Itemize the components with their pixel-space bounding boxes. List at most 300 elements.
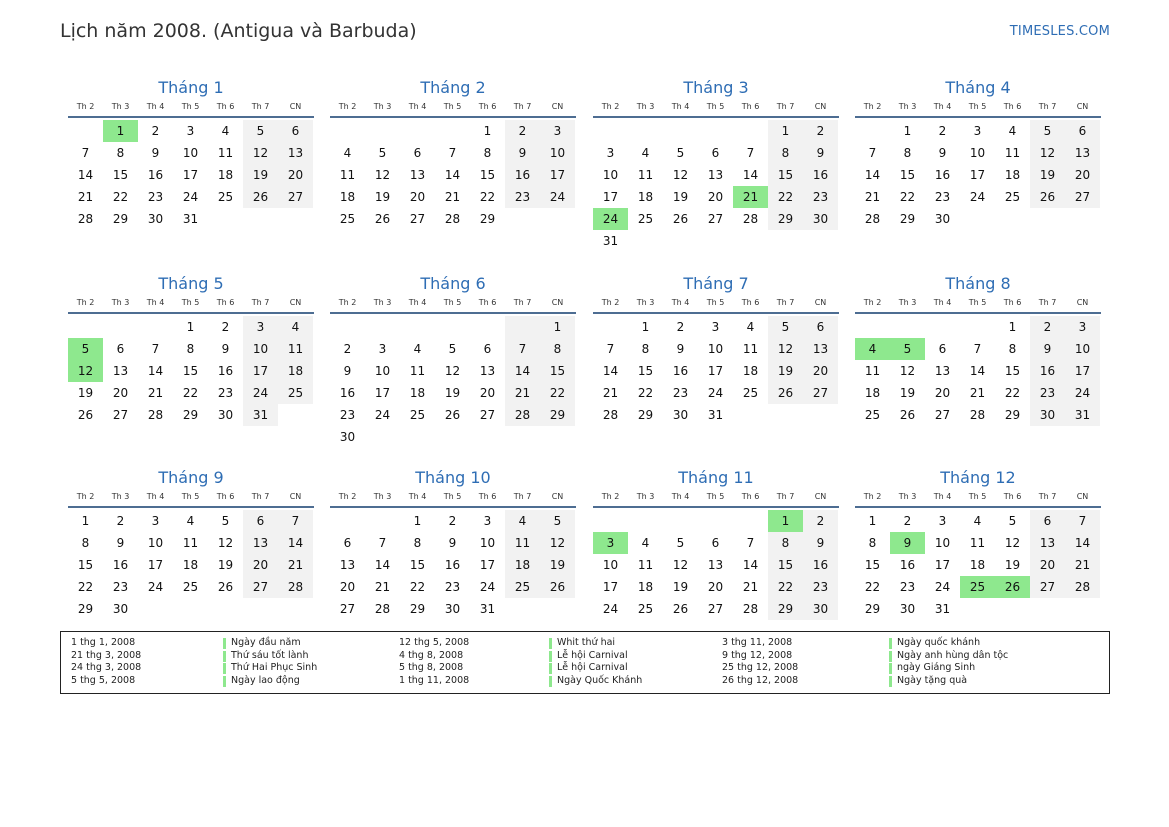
weekday-label: Th 7 <box>251 102 270 111</box>
weekday-label: Th 3 <box>373 102 392 111</box>
weekday-label: CN <box>289 102 302 111</box>
weekday-label: Th 5 <box>181 298 200 307</box>
day-cell: 5 <box>448 342 457 356</box>
day-cell: 2 <box>116 514 125 528</box>
day-cell: 17 <box>147 558 164 572</box>
empty-cell <box>540 208 575 230</box>
empty-cell <box>768 230 803 252</box>
day-cell: 2 <box>505 120 540 142</box>
legend-holiday-name: Lễ hội Carnival <box>557 662 628 673</box>
day-cell: 18 <box>1004 168 1021 182</box>
day-cell: 11 <box>217 146 234 160</box>
day-cell: 16 <box>672 364 689 378</box>
day-cell: 24 <box>593 208 628 230</box>
month-10 <box>330 468 576 620</box>
day-cell: 25 <box>505 576 540 598</box>
legend-date: 12 thg 5, 2008 <box>399 637 470 648</box>
legend-date: 5 thg 8, 2008 <box>399 662 464 673</box>
day-cell: 14 <box>374 558 391 572</box>
day-cell: 30 <box>444 602 461 616</box>
month-title: Tháng 5 <box>158 274 224 293</box>
weekday-label: Th 5 <box>706 298 725 307</box>
day-cell: 8 <box>81 536 90 550</box>
day-cell: 27 <box>934 408 951 422</box>
day-cell: 31 <box>1065 404 1100 426</box>
weekday-label: Th 5 <box>968 298 987 307</box>
day-cell: 1 <box>186 320 195 334</box>
weekday-label: Th 2 <box>601 298 620 307</box>
weekday-label: Th 2 <box>76 102 95 111</box>
empty-cell <box>628 230 663 252</box>
empty-cell <box>243 598 278 620</box>
day-cell: 25 <box>217 190 234 204</box>
holiday-legend <box>60 631 1110 694</box>
day-cell: 30 <box>1030 404 1065 426</box>
legend-date: 3 thg 11, 2008 <box>722 637 793 648</box>
weekday-label: Th 3 <box>111 298 130 307</box>
weekday-label: Th 5 <box>968 102 987 111</box>
day-cell: 2 <box>448 514 457 528</box>
day-cell: 16 <box>803 164 838 186</box>
day-cell: 4 <box>505 510 540 532</box>
empty-cell <box>138 598 173 620</box>
day-cell: 11 <box>742 342 759 356</box>
day-cell: 22 <box>182 386 199 400</box>
day-cell: 3 <box>483 514 492 528</box>
empty-cell <box>733 510 768 532</box>
empty-cell <box>400 120 435 142</box>
month-title: Tháng 1 <box>158 78 224 97</box>
weekday-label: Th 4 <box>671 492 690 501</box>
day-cell: 28 <box>505 404 540 426</box>
weekday-label: Th 5 <box>443 102 462 111</box>
empty-cell <box>803 230 838 252</box>
day-cell: 2 <box>343 342 352 356</box>
day-cell: 20 <box>479 386 496 400</box>
weekday-label: Th 6 <box>1003 102 1022 111</box>
empty-cell <box>208 208 243 230</box>
empty-cell <box>593 510 628 532</box>
day-cell: 19 <box>1030 164 1065 186</box>
day-cell: 6 <box>711 536 720 550</box>
day-cell: 23 <box>803 576 838 598</box>
day-cell: 22 <box>1004 386 1021 400</box>
weekday-label: Th 5 <box>443 298 462 307</box>
day-cell: 4 <box>855 338 890 360</box>
day-cell: 7 <box>151 342 160 356</box>
day-cell: 11 <box>864 364 881 378</box>
weekday-label: CN <box>551 492 564 501</box>
day-cell: 30 <box>339 430 356 444</box>
day-cell: 16 <box>505 164 540 186</box>
day-cell: 21 <box>602 386 619 400</box>
day-cell: 9 <box>1030 338 1065 360</box>
day-cell: 27 <box>1030 576 1065 598</box>
legend-date: 5 thg 5, 2008 <box>71 674 136 686</box>
day-cell: 22 <box>864 580 881 594</box>
day-cell: 9 <box>343 364 352 378</box>
day-cell: 31 <box>243 404 278 426</box>
day-cell: 29 <box>768 208 803 230</box>
day-cell: 17 <box>969 168 986 182</box>
day-cell: 2 <box>903 514 912 528</box>
day-cell: 14 <box>278 532 313 554</box>
day-cell: 14 <box>505 360 540 382</box>
empty-cell <box>663 230 698 252</box>
day-cell: 5 <box>768 316 803 338</box>
empty-cell <box>733 120 768 142</box>
day-cell: 28 <box>1065 576 1100 598</box>
day-cell: 5 <box>378 146 387 160</box>
day-cell: 16 <box>899 558 916 572</box>
day-cell: 20 <box>707 580 724 594</box>
empty-cell <box>470 426 505 448</box>
empty-cell <box>68 120 103 142</box>
day-cell: 20 <box>707 190 724 204</box>
weekday-label: Th 2 <box>338 102 357 111</box>
day-cell: 7 <box>973 342 982 356</box>
empty-cell <box>243 208 278 230</box>
weekday-label: Th 7 <box>1038 298 1057 307</box>
weekday-header <box>855 296 1101 314</box>
day-cell: 14 <box>147 364 164 378</box>
day-cell: 27 <box>339 602 356 616</box>
day-cell: 18 <box>864 386 881 400</box>
day-cell: 20 <box>1030 554 1065 576</box>
day-cell: 17 <box>182 168 199 182</box>
day-cell: 9 <box>221 342 230 356</box>
day-grid <box>68 120 314 230</box>
day-cell: 11 <box>409 364 426 378</box>
day-cell: 1 <box>903 124 912 138</box>
day-cell: 22 <box>768 186 803 208</box>
weekday-label: Th 7 <box>1038 102 1057 111</box>
day-cell: 28 <box>77 212 94 226</box>
day-cell: 20 <box>409 190 426 204</box>
weekday-label: Th 5 <box>181 492 200 501</box>
day-cell: 7 <box>378 536 387 550</box>
weekday-label: Th 5 <box>181 102 200 111</box>
day-cell: 7 <box>505 338 540 360</box>
weekday-label: CN <box>551 298 564 307</box>
weekday-header <box>330 100 576 118</box>
month-title: Tháng 12 <box>940 468 1016 487</box>
day-cell: 14 <box>444 168 461 182</box>
empty-cell <box>855 120 890 142</box>
weekday-header <box>593 490 839 508</box>
day-cell: 29 <box>182 408 199 422</box>
month-title: Tháng 3 <box>683 78 749 97</box>
empty-cell <box>960 598 995 620</box>
day-cell: 4 <box>186 514 195 528</box>
day-cell: 24 <box>540 186 575 208</box>
legend-marker <box>223 663 226 674</box>
day-cell: 2 <box>1030 316 1065 338</box>
day-cell: 24 <box>243 382 278 404</box>
day-cell: 8 <box>116 146 125 160</box>
weekday-label: Th 2 <box>863 298 882 307</box>
day-cell: 20 <box>803 360 838 382</box>
day-cell: 23 <box>444 580 461 594</box>
weekday-label: Th 3 <box>636 102 655 111</box>
day-cell: 1 <box>768 510 803 532</box>
day-cell: 15 <box>637 364 654 378</box>
day-cell: 28 <box>969 408 986 422</box>
day-cell: 13 <box>339 558 356 572</box>
day-cell: 14 <box>77 168 94 182</box>
month-title: Tháng 7 <box>683 274 749 293</box>
day-cell: 30 <box>803 598 838 620</box>
weekday-label: CN <box>289 298 302 307</box>
empty-cell <box>365 120 400 142</box>
day-cell: 1 <box>483 124 492 138</box>
day-cell: 5 <box>1030 120 1065 142</box>
empty-cell <box>995 208 1030 230</box>
day-cell: 18 <box>217 168 234 182</box>
weekday-label: Th 2 <box>76 298 95 307</box>
day-cell: 4 <box>221 124 230 138</box>
legend-date: 21 thg 3, 2008 <box>71 649 142 661</box>
day-cell: 12 <box>243 142 278 164</box>
weekday-label: Th 2 <box>338 298 357 307</box>
day-cell: 3 <box>1065 316 1100 338</box>
day-cell: 3 <box>378 342 387 356</box>
empty-cell <box>540 426 575 448</box>
empty-cell <box>628 120 663 142</box>
day-cell: 3 <box>606 146 615 160</box>
day-cell: 7 <box>868 146 877 160</box>
day-grid <box>855 316 1101 426</box>
day-cell: 20 <box>1065 164 1100 186</box>
day-grid <box>593 316 839 426</box>
day-cell: 13 <box>1030 532 1065 554</box>
day-cell: 27 <box>707 212 724 226</box>
day-cell: 28 <box>374 602 391 616</box>
day-cell: 26 <box>540 576 575 598</box>
day-cell: 10 <box>602 558 619 572</box>
day-cell: 28 <box>742 212 759 226</box>
day-cell: 16 <box>339 386 356 400</box>
day-cell: 9 <box>803 532 838 554</box>
day-cell: 17 <box>479 558 496 572</box>
month-2 <box>330 78 576 230</box>
weekday-label: Th 3 <box>373 298 392 307</box>
day-cell: 29 <box>768 598 803 620</box>
day-cell: 5 <box>540 510 575 532</box>
weekday-label: Th 6 <box>478 102 497 111</box>
day-cell: 1 <box>1008 320 1017 334</box>
day-cell: 25 <box>182 580 199 594</box>
day-cell: 12 <box>1004 536 1021 550</box>
weekday-label: Th 3 <box>898 102 917 111</box>
day-cell: 4 <box>413 342 422 356</box>
legend-date: 25 thg 12, 2008 <box>722 662 799 673</box>
day-cell: 6 <box>343 536 352 550</box>
day-cell: 8 <box>186 342 195 356</box>
day-cell: 29 <box>864 602 881 616</box>
day-cell: 29 <box>409 602 426 616</box>
day-cell: 21 <box>864 190 881 204</box>
day-cell: 25 <box>960 576 995 598</box>
day-cell: 25 <box>1004 190 1021 204</box>
empty-cell <box>803 404 838 426</box>
day-grid <box>330 120 576 230</box>
day-cell: 16 <box>112 558 129 572</box>
day-grid <box>68 510 314 620</box>
month-7 <box>593 274 839 426</box>
month-title: Tháng 6 <box>420 274 486 293</box>
day-cell: 26 <box>77 408 94 422</box>
legend-holiday-name: Ngày lao động <box>231 674 300 686</box>
day-cell: 13 <box>112 364 129 378</box>
day-cell: 19 <box>540 554 575 576</box>
day-cell: 21 <box>742 580 759 594</box>
day-cell: 21 <box>969 386 986 400</box>
day-cell: 3 <box>151 514 160 528</box>
legend-marker <box>889 676 892 687</box>
day-cell: 2 <box>803 120 838 142</box>
day-cell: 12 <box>68 360 103 382</box>
day-cell: 17 <box>374 386 391 400</box>
day-cell: 1 <box>540 316 575 338</box>
day-cell: 26 <box>672 602 689 616</box>
day-cell: 10 <box>479 536 496 550</box>
weekday-label: Th 7 <box>513 102 532 111</box>
weekday-label: Th 4 <box>146 102 165 111</box>
day-cell: 7 <box>448 146 457 160</box>
day-cell: 12 <box>1030 142 1065 164</box>
empty-cell <box>365 316 400 338</box>
weekday-header <box>855 100 1101 118</box>
day-cell: 27 <box>409 212 426 226</box>
day-cell: 26 <box>374 212 391 226</box>
empty-cell <box>173 598 208 620</box>
day-cell: 6 <box>278 120 313 142</box>
day-cell: 2 <box>676 320 685 334</box>
day-cell: 29 <box>479 212 496 226</box>
month-11 <box>593 468 839 620</box>
empty-cell <box>698 510 733 532</box>
day-cell: 2 <box>151 124 160 138</box>
legend-marker <box>889 651 892 662</box>
day-cell: 12 <box>672 558 689 572</box>
day-cell: 27 <box>707 602 724 616</box>
day-cell: 26 <box>768 382 803 404</box>
day-cell: 23 <box>803 186 838 208</box>
day-cell: 17 <box>243 360 278 382</box>
day-cell: 18 <box>339 190 356 204</box>
day-cell: 1 <box>413 514 422 528</box>
legend-marker <box>889 663 892 674</box>
day-cell: 29 <box>77 602 94 616</box>
day-cell: 11 <box>505 532 540 554</box>
day-cell: 3 <box>243 316 278 338</box>
day-cell: 16 <box>803 554 838 576</box>
day-cell: 8 <box>868 536 877 550</box>
day-cell: 23 <box>672 386 689 400</box>
weekday-label: Th 3 <box>373 492 392 501</box>
day-cell: 19 <box>243 164 278 186</box>
empty-cell <box>400 426 435 448</box>
day-cell: 22 <box>637 386 654 400</box>
weekday-label: CN <box>814 298 827 307</box>
day-cell: 19 <box>672 580 689 594</box>
day-grid <box>593 120 839 252</box>
day-cell: 8 <box>903 146 912 160</box>
day-cell: 24 <box>182 190 199 204</box>
legend-holiday-name: Whit thứ hai <box>557 637 616 648</box>
legend-marker <box>549 651 552 662</box>
empty-cell <box>960 316 995 338</box>
day-cell: 14 <box>742 168 759 182</box>
day-cell: 21 <box>147 386 164 400</box>
day-cell: 4 <box>973 514 982 528</box>
month-title: Tháng 8 <box>945 274 1011 293</box>
weekday-label: Th 7 <box>251 298 270 307</box>
month-1 <box>68 78 314 230</box>
legend-date: 1 thg 11, 2008 <box>399 674 470 686</box>
day-cell: 27 <box>278 186 313 208</box>
day-cell: 20 <box>278 164 313 186</box>
day-cell: 21 <box>278 554 313 576</box>
month-12 <box>855 468 1101 620</box>
day-cell: 26 <box>444 408 461 422</box>
empty-cell <box>733 230 768 252</box>
weekday-label: Th 4 <box>408 102 427 111</box>
empty-cell <box>663 120 698 142</box>
empty-cell <box>470 316 505 338</box>
day-cell: 22 <box>77 580 94 594</box>
day-cell: 4 <box>641 536 650 550</box>
day-cell: 8 <box>540 338 575 360</box>
day-cell: 20 <box>112 386 129 400</box>
weekday-label: Th 6 <box>741 298 760 307</box>
weekday-label: Th 7 <box>251 492 270 501</box>
day-cell: 1 <box>81 514 90 528</box>
day-cell: 10 <box>969 146 986 160</box>
legend-holiday-name: Ngày đầu năm <box>231 637 301 648</box>
day-cell: 13 <box>409 168 426 182</box>
brand-link[interactable]: TIMESLES.COM <box>1009 24 1110 39</box>
day-cell: 16 <box>934 168 951 182</box>
empty-cell <box>505 208 540 230</box>
weekday-header <box>68 490 314 508</box>
day-cell: 15 <box>1004 364 1021 378</box>
day-cell: 30 <box>934 212 951 226</box>
day-cell: 1 <box>103 120 138 142</box>
day-cell: 8 <box>413 536 422 550</box>
weekday-label: Th 7 <box>776 298 795 307</box>
weekday-label: CN <box>1076 298 1089 307</box>
day-cell: 4 <box>1008 124 1017 138</box>
weekday-header <box>68 296 314 314</box>
day-cell: 9 <box>505 142 540 164</box>
day-cell: 25 <box>409 408 426 422</box>
empty-cell <box>925 316 960 338</box>
month-5 <box>68 274 314 426</box>
weekday-label: Th 3 <box>111 102 130 111</box>
day-cell: 15 <box>768 164 803 186</box>
day-cell: 19 <box>77 386 94 400</box>
weekday-label: Th 5 <box>706 492 725 501</box>
day-cell: 5 <box>676 146 685 160</box>
legend-holiday-name: Ngày quốc khánh <box>897 637 981 648</box>
day-cell: 17 <box>707 364 724 378</box>
empty-cell <box>103 316 138 338</box>
weekday-label: Th 2 <box>863 102 882 111</box>
day-cell: 21 <box>1065 554 1100 576</box>
day-cell: 30 <box>899 602 916 616</box>
